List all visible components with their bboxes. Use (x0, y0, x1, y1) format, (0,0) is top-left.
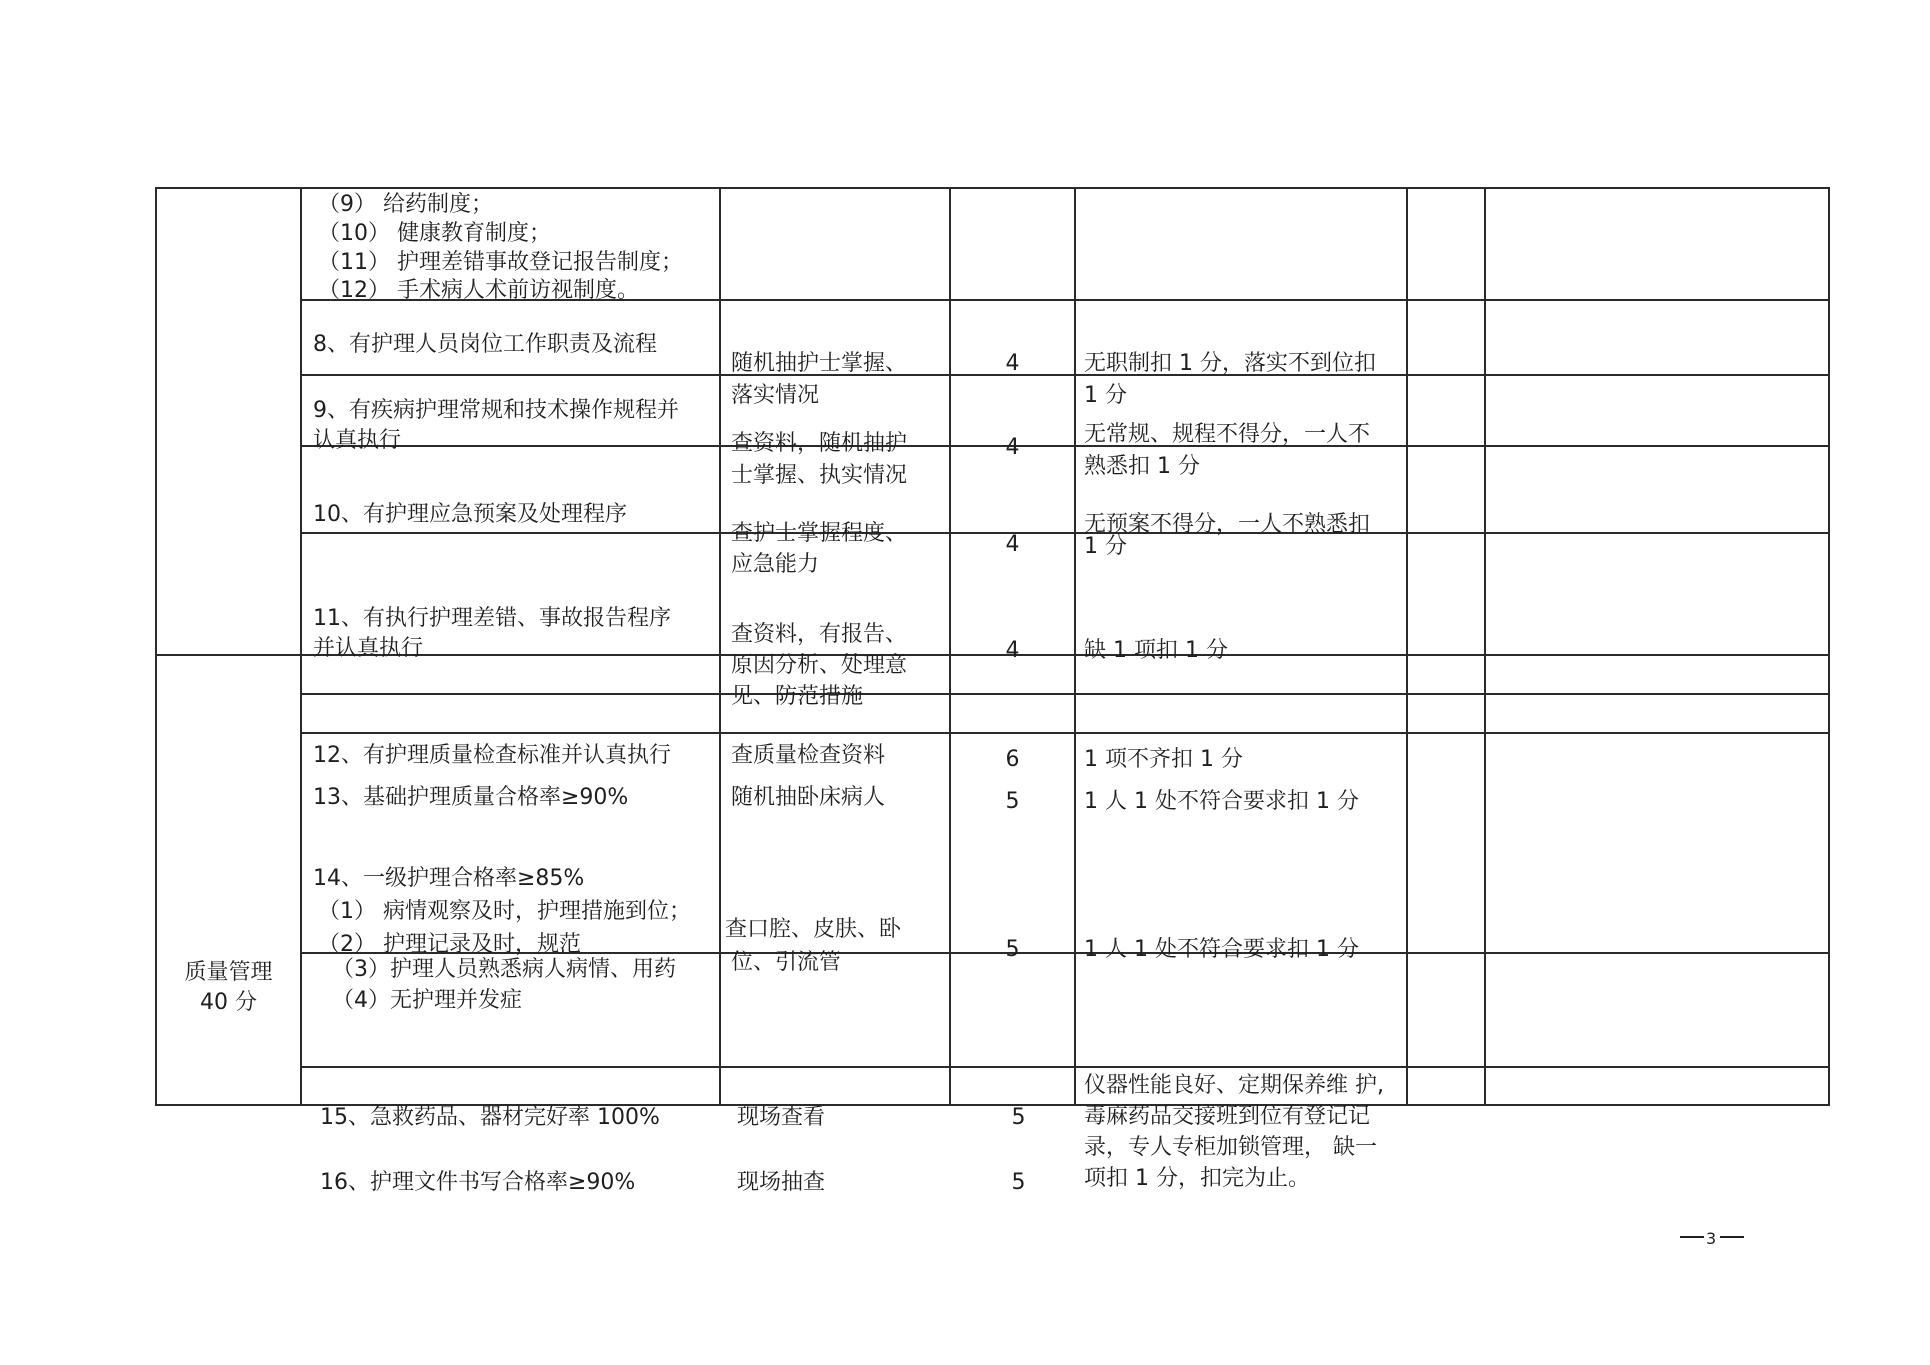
item-10-method: 查护士掌握程度、 (731, 521, 908, 546)
item-15-16-deduct: 毒麻药品交接班到位有登记记 (1084, 1104, 1371, 1129)
item-11-text: 并认真执行 (313, 636, 424, 661)
item-10-method: 应急能力 (731, 552, 820, 577)
item-14-sub: （3）护理人员熟悉病人病情、用药 (332, 957, 676, 982)
item-11-method: 见、防范措施 (731, 684, 864, 709)
page-number-dash-right (1720, 1236, 1744, 1238)
item-12-score: 6 (1005, 747, 1020, 772)
table-border-top (155, 187, 1830, 189)
item-14-deduct: 1 人 1 处不符合要求扣 1 分 (1084, 937, 1359, 962)
row-divider (300, 732, 1830, 734)
item-11-deduct: 缺 1 项扣 1 分 (1084, 638, 1228, 663)
item-9-deduct: 无常规、规程不得分，一人不 (1084, 422, 1371, 447)
item-14-method: 查口腔、皮肤、卧 (725, 917, 902, 942)
item-13-deduct: 1 人 1 处不符合要求扣 1 分 (1084, 789, 1359, 814)
item-8-method: 随机抽护士掌握、 (731, 351, 908, 376)
item-16-method: 现场抽查 (737, 1170, 826, 1195)
item-15-method: 现场查看 (737, 1105, 826, 1130)
col-divider-4 (1074, 187, 1076, 1106)
col-divider-1 (300, 187, 302, 1106)
item-10-text: 10、有护理应急预案及处理程序 (313, 502, 627, 527)
item-10-score: 4 (1005, 532, 1020, 557)
item-14-sub: （4）无护理并发症 (332, 988, 522, 1013)
item-13-method: 随机抽卧床病人 (731, 785, 886, 810)
item-9-deduct: 熟悉扣 1 分 (1084, 454, 1200, 479)
item-14-method: 位、引流管 (731, 950, 842, 975)
system-item: （10） 健康教育制度； (318, 221, 551, 246)
item-15-score: 5 (1011, 1105, 1026, 1130)
item-16-score: 5 (1011, 1170, 1026, 1195)
item-14-sub: （2） 护理记录及时，规范 (318, 932, 581, 957)
item-11-score: 4 (1005, 638, 1020, 663)
item-9-text: 9、有疾病护理常规和技术操作规程并 (313, 398, 679, 423)
item-12-method: 查质量检查资料 (731, 743, 886, 768)
item-8-deduct: 无职制扣 1 分，落实不到位扣 (1084, 351, 1376, 376)
col-divider-5 (1406, 187, 1408, 1106)
item-8-text: 8、有护理人员岗位工作职责及流程 (313, 332, 657, 357)
item-12-deduct: 1 项不齐扣 1 分 (1084, 747, 1243, 772)
col-divider-6 (1484, 187, 1486, 1106)
item-16-text: 16、护理文件书写合格率≥90% (320, 1170, 636, 1195)
item-15-16-deduct: 项扣 1 分，扣完为止。 (1084, 1166, 1310, 1191)
item-9-score: 4 (1005, 435, 1020, 460)
item-9-method: 查资料，随机抽护 (731, 431, 908, 456)
system-item: （11） 护理差错事故登记报告制度； (318, 250, 683, 275)
item-15-16-deduct: 仪器性能良好、定期保养维 护, (1084, 1073, 1384, 1098)
system-item: （9） 给药制度； (318, 192, 493, 217)
item-15-text: 15、急救药品、器材完好率 100% (320, 1105, 660, 1130)
item-11-method: 原因分析、处理意 (731, 653, 908, 678)
item-13-text: 13、基础护理质量合格率≥90% (313, 785, 629, 810)
row-divider (300, 1066, 1830, 1068)
item-8-deduct: 1 分 (1084, 383, 1127, 408)
item-13-score: 5 (1005, 789, 1020, 814)
item-10-deduct: 无预案不得分，一人不熟悉扣 (1084, 512, 1371, 537)
page-number: 3 (1706, 1229, 1717, 1248)
item-9-text: 认真执行 (313, 428, 402, 453)
item-9-method: 士掌握、执实情况 (731, 463, 908, 488)
item-10-deduct: 1 分 (1084, 534, 1127, 559)
item-14-text: 14、一级护理合格率≥85% (313, 866, 585, 891)
row-divider (300, 693, 1830, 695)
col-divider-2 (719, 187, 721, 1106)
item-14-sub: （1） 病情观察及时，护理措施到位； (318, 899, 691, 924)
item-8-score: 4 (1005, 351, 1020, 376)
item-8-method: 落实情况 (731, 383, 820, 408)
page-number-dash-left (1680, 1236, 1704, 1238)
category-name: 质量管理 (184, 960, 273, 985)
category-score: 40 分 (200, 990, 257, 1015)
item-12-text: 12、有护理质量检查标准并认真执行 (313, 743, 671, 768)
item-11-method: 查资料，有报告、 (731, 622, 908, 647)
table-border-right (1828, 187, 1830, 1106)
item-15-16-deduct: 录，专人专柜加锁管理， 缺一 (1084, 1135, 1377, 1160)
item-14-score: 5 (1005, 937, 1020, 962)
item-11-text: 11、有执行护理差错、事故报告程序 (313, 606, 671, 631)
system-item: （12） 手术病人术前访视制度。 (318, 278, 639, 303)
